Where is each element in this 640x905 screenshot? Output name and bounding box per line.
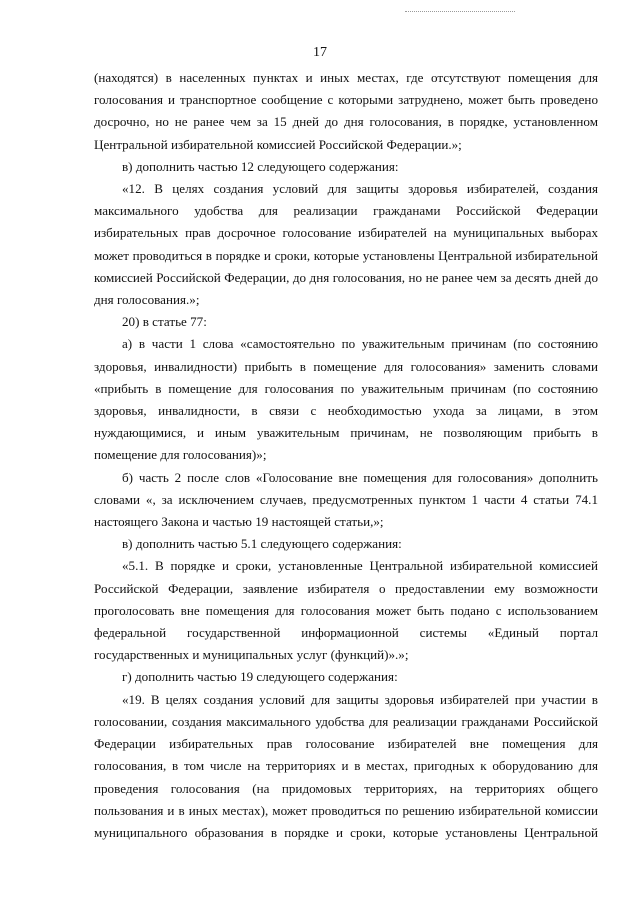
paragraph-amendment-g: г) дополнить частью 19 следующего содержания:: [122, 669, 398, 685]
paragraph-part-5-1: «5.1. В порядке и сроки, установленные Центральной избирательной комиссией Российской Федерации, заявление избирателя о предоставлении ему возможности проголосовать вне помещения для голосования может быть подано с использованием федеральной государственной информационной системы «Единый портал государственных и муниципальных услуг (функций)».»;: [94, 558, 598, 663]
paragraph-article-77: 20) в статье 77:: [122, 314, 207, 330]
paragraph-amendment-v: в) дополнить частью 12 следующего содержания:: [122, 158, 399, 174]
paragraph-amendment-a: а) в части 1 слова «самостоятельно по уважительным причинам (по состоянию здоровья, инвалидности) прибыть в помещение для голосования» заменить словами «прибыть в помещение для голосования по уважительным причинам (по состоянию здоровья, инвалидности, в связи с необходимостью ухода за лицами, в этом нуждающимися, и иным уважительным причинам, не позволяющим прибыть в помещение для голосования)»;: [94, 336, 598, 463]
paragraph-part-19: «19. В целях создания условий для защиты здоровья избирателей при участии в голосовании, создания максимального удобства для реализации гражданами Российской Федерации избирательных прав голосование избирателей вне помещения для голосования, в том числе на территориях и в местах, пригодных к оборудованию для проведения голосования (на придомовых территориях, на территориях общего пользования и в иных местах), может проводиться по решению избирательной комиссии муниципального образования в порядке и сроки, которые установлены Центральной: [94, 691, 598, 840]
paragraph-continuation: (находятся) в населенных пунктах и иных местах, где отсутствуют помещения для голосования и транспортное сообщение с которыми затруднено, может быть проведено досрочно, но не ранее чем за 15 дней до дня голосования, в порядке, установленном Центральной избирательной комиссией Российской Федерации.»;: [94, 70, 598, 152]
paragraph-part-12: «12. В целях создания условий для защиты здоровья избирателей, создания максимального удобства для реализации гражданами Российской Федерации избирательных прав досрочное голосование избирателей на муниципальных выборах может проводиться в порядке и сроки, которые установлены Центральной избирательной комиссией Российской Федерации, до дня голосования, но не ранее чем за десять дней до дня голосования.»;: [94, 181, 598, 308]
paragraph-amendment-v-5-1: в) дополнить частью 5.1 следующего содержания:: [122, 536, 402, 552]
scan-artifact-line: [405, 11, 515, 14]
document-body: [94, 67, 598, 844]
page-number: 17: [313, 45, 327, 60]
paragraph-amendment-b: б) часть 2 после слов «Голосование вне помещения для голосования» дополнить словами «, за исключением случаев, предусмотренных пунктом 1 части 4 статьи 74.1 настоящего Закона и частью 19 настоящей статьи,»;: [94, 469, 598, 530]
